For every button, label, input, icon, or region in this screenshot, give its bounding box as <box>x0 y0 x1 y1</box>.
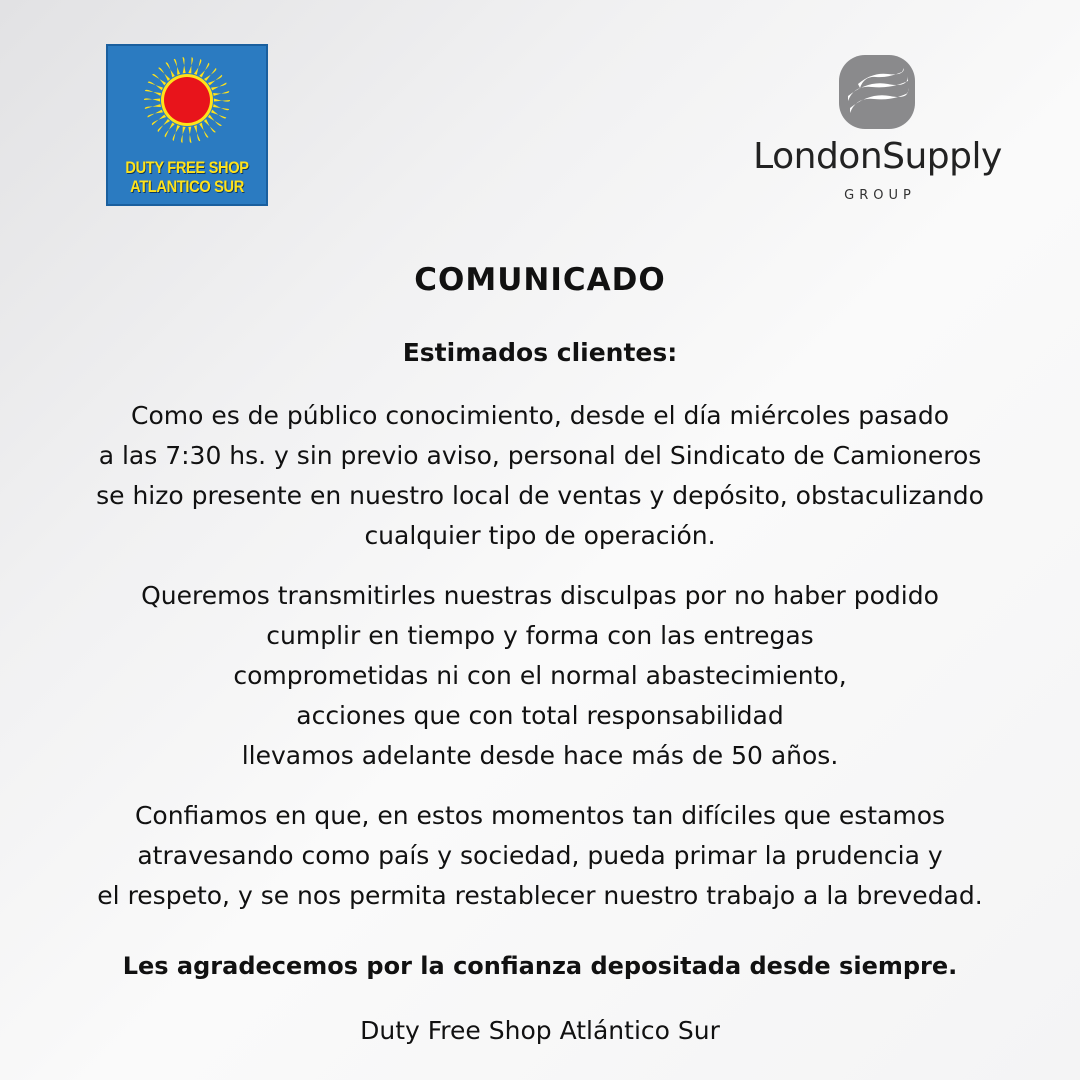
page-title: COMUNICADO <box>414 262 666 298</box>
paragraph-line: cualquier tipo de operación. <box>364 521 716 550</box>
sun-ray <box>214 99 230 102</box>
thanks-message: Les agradecemos por la confianza depositada desde siempre. <box>122 952 958 980</box>
sun-ray <box>152 74 166 85</box>
sun-ray <box>199 123 208 138</box>
sun-ray <box>188 57 193 73</box>
duty-free-shop-logo <box>106 44 268 206</box>
wave-stripes-icon <box>838 54 916 130</box>
paragraph-line: llevamos adelante desde hace más de 50 años. <box>241 741 839 770</box>
paragraph-line: Queremos transmitirles nuestras disculpas por no haber podido <box>141 581 939 610</box>
sun-ray <box>199 63 209 78</box>
paragraph-1 <box>20 396 1060 556</box>
sun-ray <box>208 75 222 86</box>
paragraph-line: atravesando como país y sociedad, pueda primar la prudencia y <box>137 841 943 870</box>
sun-ray <box>204 119 216 132</box>
paragraph-2 <box>20 576 1060 776</box>
sun-ray <box>174 59 180 75</box>
sun-ray <box>181 127 186 143</box>
sun-ray <box>165 123 175 138</box>
paragraph-line: acciones que con total responsabilidad <box>296 701 784 730</box>
sun-ray <box>152 115 166 126</box>
sun-ray <box>211 110 226 119</box>
sun-ray <box>158 68 170 81</box>
sun-ray <box>208 115 222 126</box>
paragraph-line: Confiamos en que, en estos momentos tan difíciles que estamos <box>134 801 946 830</box>
greeting: Estimados clientes: <box>402 338 678 367</box>
sun-ray <box>211 83 227 91</box>
sun-ray <box>158 119 170 132</box>
sun-ray <box>204 68 216 81</box>
paragraph-3 <box>20 796 1060 916</box>
sun-ray <box>166 62 175 77</box>
sun-ray <box>213 91 229 96</box>
sun-icon <box>108 46 266 158</box>
signature: Duty Free Shop Atlántico Sur <box>360 1016 720 1045</box>
sun-ray <box>148 82 163 91</box>
paragraph-line: el respeto, y se nos permita restablecer nuestro trabajo a la brevedad. <box>97 881 983 910</box>
london-supply-logo <box>740 54 1015 214</box>
sun-ray <box>173 125 180 141</box>
paragraph-line: a las 7:30 hs. y sin previo aviso, personal del Sindicato de Camioneros <box>98 441 982 470</box>
sun-ray <box>183 57 186 73</box>
sun-ray <box>194 59 201 75</box>
sun-ray <box>213 104 229 110</box>
paragraph-line: Como es de público conocimiento, desde el día miércoles pasado <box>130 401 950 430</box>
paragraph-line: comprometidas ni con el normal abastecimiento, <box>233 661 847 690</box>
paragraph-line: se hizo presente en nuestro local de ventas y depósito, obstaculizando <box>96 481 984 510</box>
sun-ray <box>194 125 200 141</box>
sun-ray <box>188 127 191 143</box>
sun-ray <box>145 90 161 96</box>
london-supply-subtitle: GROUP <box>844 188 916 203</box>
sun-ray <box>147 110 163 118</box>
logo-text-line2: ATLANTICO SUR <box>130 177 244 196</box>
sun-ray <box>145 104 161 109</box>
paragraph-line: cumplir en tiempo y forma con las entregas <box>266 621 814 650</box>
sun-disc <box>164 77 210 123</box>
logo-text-line1: DUTY FREE SHOP <box>125 158 249 177</box>
london-supply-name: LondonSupply <box>753 136 1002 177</box>
sun-ray <box>144 98 160 101</box>
